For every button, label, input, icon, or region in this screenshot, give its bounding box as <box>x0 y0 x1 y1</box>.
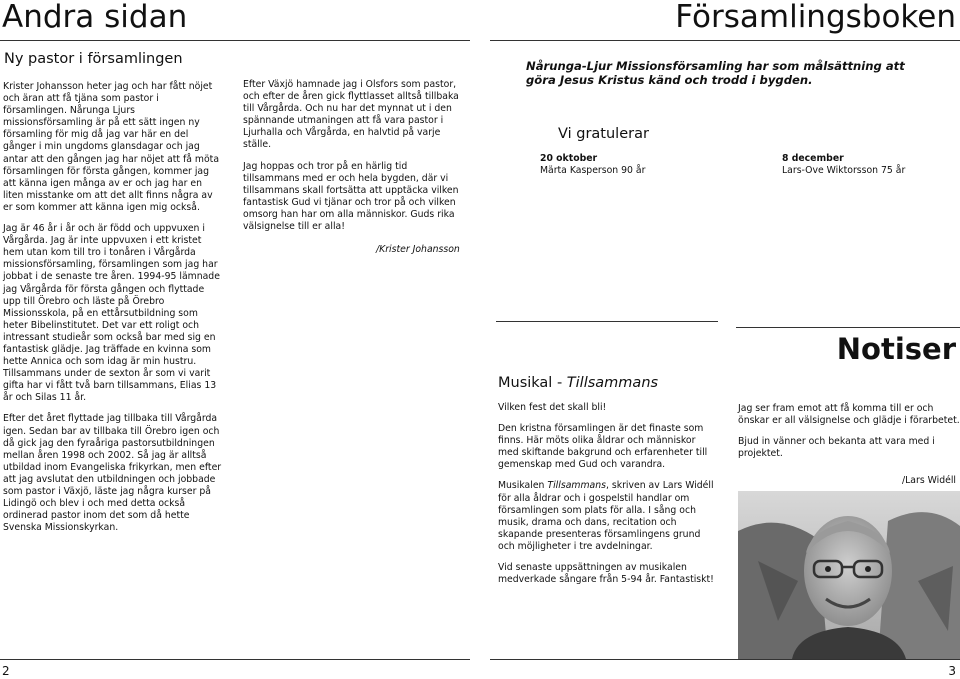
portrait-illustration <box>738 491 960 659</box>
musical-title-italic: Tillsammans <box>566 375 659 391</box>
article-col2 <box>243 79 465 242</box>
musical-paragraph <box>498 480 716 553</box>
right-page-header: Församlingsboken <box>675 0 956 35</box>
left-header-rule <box>0 40 470 41</box>
motto: Nårunga-Ljur Missionsförsamling har som målsättning att göra Jesus Kristus känd och trodd i bygden. <box>526 59 905 87</box>
left-page-number: 2 <box>2 664 10 678</box>
musical-text-italic: Tillsammans <box>547 480 606 492</box>
congrats-date: 20 oktober <box>540 153 598 164</box>
notiser-rule <box>736 327 960 328</box>
congrats-date: 8 december <box>782 153 844 164</box>
notiser-signature: /Lars Widéll <box>902 475 956 486</box>
right-page-number: 3 <box>948 664 956 678</box>
musical-title <box>498 375 658 391</box>
portrait-photo <box>738 491 960 659</box>
musical-text: , skriven av Lars Widéll för alla åldrar och i gospelstil handlar om församlingen som plats för alla. I sång och musik, drama och dans, recitation och skapande presenteras församlingens grund och möjligheter i tre avdelningar. <box>498 480 714 552</box>
musical-paragraph: Den kristna församlingen är det finaste som finns. Här möts olika åldrar och människor med skiftande bakgrund och erfarenheter till gemenskap med Gud och varandra. <box>498 423 708 471</box>
congrats-item <box>782 153 905 177</box>
congrats-item <box>540 153 645 177</box>
notiser-body <box>738 403 960 469</box>
musical-paragraph: Vid senaste uppsättningen av musikalen medverkade sångare från 5-94 år. Fantastiskt! <box>498 562 714 586</box>
article-paragraph: Krister Johansson heter jag och har fått nöjet och äran att få tjäna som pastor i församlingen. Nårunga Ljurs missionsförsamling är på ett sätt ingen ny församling för mig då jag var här en del gånger i min ungdoms glansdagar och jag antar att den gången jag har nöjet att få möta församlingen för första gången, kommer jag att känna igen många av er och jag har en liten misstanke om att det allt finns några av er som kommer att känna igen mig också. <box>3 81 220 213</box>
right-footer-rule <box>490 659 960 660</box>
article-col1 <box>3 81 223 543</box>
notiser-title: Notiser <box>836 332 956 366</box>
musical-rule <box>496 321 718 322</box>
congrats-person: Lars-Ove Wiktorsson 75 år <box>782 165 906 177</box>
musical-paragraph: Vilken fest det skall bli! <box>498 402 607 413</box>
article-paragraph: Efter Växjö hamnade jag i Olsfors som pastor, och efter de åren gick flyttlasset alltså tillbaka till Vårgårda. Och nu har det mynnat ut i den spännande utmaningen att få vara pastor i Ljurhalla och Vårgårda, en halvtid på varje ställe. <box>243 79 459 151</box>
musical-text: Musikalen <box>498 480 548 492</box>
congrats-person: Märta Kasperson 90 år <box>540 165 646 177</box>
left-page-header: Andra sidan <box>2 0 188 35</box>
congrats-title: Vi gratulerar <box>558 126 649 142</box>
notiser-paragraph: Bjud in vänner och bekanta att vara med i projektet. <box>738 436 935 460</box>
musical-body <box>498 402 716 595</box>
article-paragraph: Jag hoppas och tror på en härlig tid tillsammans med er och hela bygden, där vi tillsammans skall fortsätta att upptäcka vilken fantastisk Gud vi tjänar och tror på och vilken omsorg han har om alla människor. Guds rika välsignelse till er alla! <box>243 160 459 233</box>
musical-title-prefix: Musikal - <box>498 375 567 391</box>
article-signature: /Krister Johansson <box>376 244 460 255</box>
article-title: Ny pastor i församlingen <box>4 51 183 67</box>
left-footer-rule <box>0 659 470 660</box>
article-paragraph: Efter det året flyttade jag tillbaka till Vårgårda igen. Sedan bar av tillbaka till Örebro igen och då gick jag den fyraåriga pastorsutbildningen mellan åren 1998 och 2002. Så jag är alltså utbildad inom Evangeliska frikyrkan, men efter att jag avslutat den utbildningen och jobbade som pastor i Växjö, läste jag några kurser på Lidingö och blev i och med detta också ordinerad pastor inom det som då hette Svenska Missionskyrkan. <box>3 413 222 534</box>
article-paragraph: Jag är 46 år i år och är född och uppvuxen i Vårgårda. Jag är inte uppvuxen i ett kristet hem utan kom till tro i tonåren i Vårgårda missionsförsamling, församlingen som jag har jobbat i de senaste tre åren. 1994-95 lämnade jag Vårgårda för första gången och flyttade upp till Örebro och läste på Örebro Missionsskola, på en ettårsutbildning som heter Bibelinstitutet. Det var ett roligt och intressant studieår som också bar med sig en fantastisk glädje. Jag träffade en kvinna som hette Annica och som idag är min hustru. Tillsammans under de sexton år som vi varit gifta har vi fått två barn tillsammans, Elias 13 år och Silas 11 år. <box>3 223 220 404</box>
notiser-paragraph: Jag ser fram emot att få komma till er och önskar er all välsignelse och glädje i förarbetet. <box>738 403 960 427</box>
right-header-rule <box>490 40 960 41</box>
